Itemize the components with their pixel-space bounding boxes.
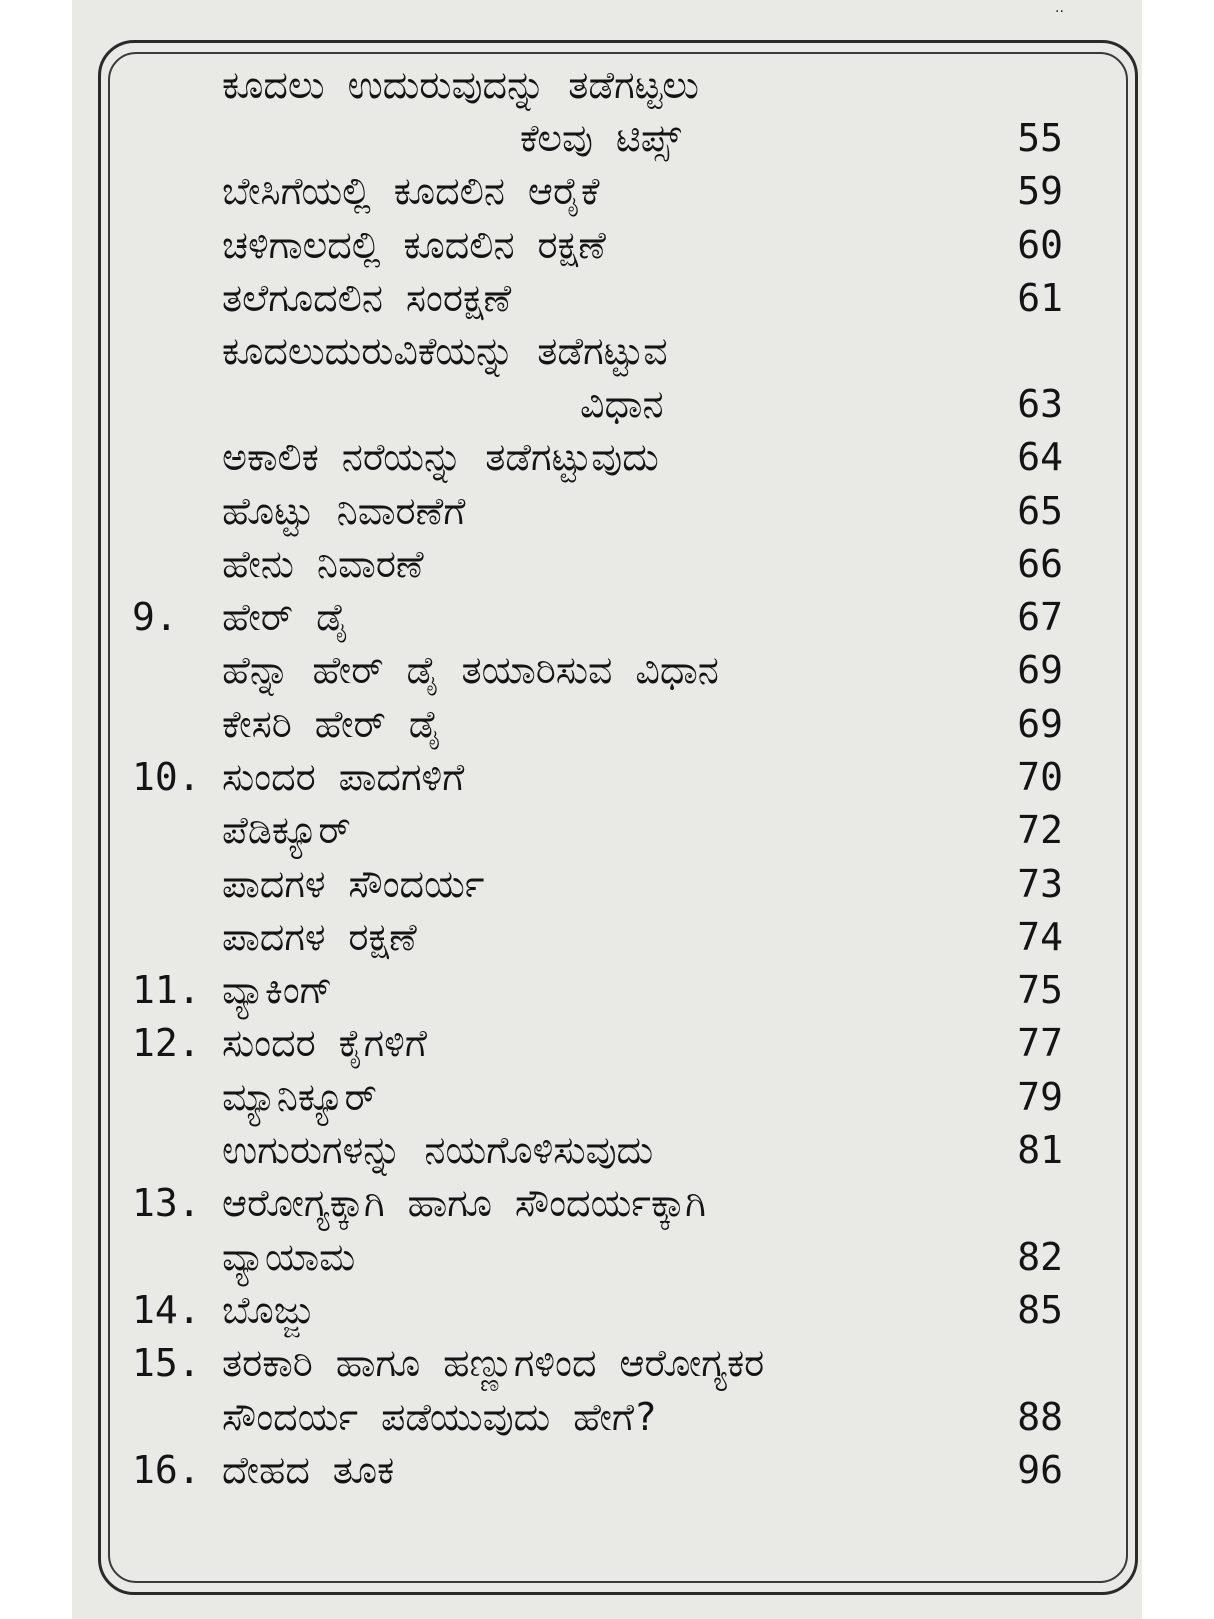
toc-entry: [0, 115, 1214, 161]
toc-entry-title: ಮ್ಯಾನಿಕ್ಯೂರ್: [222, 1075, 377, 1119]
toc-entry: [0, 1234, 1214, 1280]
top-edge-mark: ..: [1055, 0, 1064, 16]
toc-entry-title: ತಲೆಗೂದಲಿನ ಸಂರಕ್ಷಣೆ: [222, 276, 512, 320]
toc-entry-title: ಹೊಟ್ಟು ನಿವಾರಣೆಗೆ: [222, 489, 466, 533]
toc-entry-number: 12.: [132, 1021, 201, 1065]
toc-entry: [0, 275, 1214, 321]
toc-entry-number: 10.: [132, 755, 201, 799]
toc-entry-page-number: 81: [1017, 1128, 1063, 1172]
toc-entry-page-number: 74: [1017, 915, 1063, 959]
toc-entry-page-number: 55: [1017, 116, 1063, 160]
toc-entry-page-number: 69: [1017, 702, 1063, 746]
toc-entry-page-number: 59: [1017, 169, 1063, 213]
toc-entry-title: ಪಾದಗಳ ಸೌಂದರ್ಯ: [222, 862, 485, 906]
toc-entry-title: ಪಾದಗಳ ರಕ್ಷಣೆ: [222, 915, 417, 959]
toc-entry-title: ಕೂದಲುದುರುವಿಕೆಯನ್ನು ತಡೆಗಟ್ಟುವ: [222, 329, 668, 373]
toc-entry-title: ಕೇಸರಿ ಹೇರ್ ಡೈ: [222, 702, 441, 746]
toc-entry-page-number: 85: [1017, 1288, 1063, 1332]
toc-entry-title: ಸೌಂದರ್ಯ ಪಡೆಯುವುದು ಹೇಗೆ?: [222, 1395, 657, 1439]
toc-entry-page-number: 70: [1017, 755, 1063, 799]
toc-entry-number: 16.: [132, 1448, 201, 1492]
toc-entry-title: ಬೊಜ್ಜು: [222, 1288, 314, 1332]
toc-entry-title: ವ್ಯಾಕಿಂಗ್: [222, 968, 333, 1012]
toc-entry-page-number: 65: [1017, 489, 1063, 533]
toc-entry-page-number: 64: [1017, 435, 1063, 479]
toc-entry: [0, 1340, 1214, 1386]
toc-entry: [0, 754, 1214, 800]
toc-entry: [0, 967, 1214, 1013]
toc-entry-page-number: 77: [1017, 1021, 1063, 1065]
toc-entry-page-number: 67: [1017, 595, 1063, 639]
toc-entry-title: ಚಳಿಗಾಲದಲ್ಲಿ ಕೂದಲಿನ ರಕ್ಷಣೆ: [222, 223, 606, 267]
toc-entry-title: ಹೇರ್ ಡೈ: [222, 595, 349, 639]
toc-entry: [0, 647, 1214, 693]
toc-entry-title: ಉಗುರುಗಳನ್ನು ನಯಗೊಳಿಸುವುದು: [222, 1128, 654, 1172]
toc-entry: [0, 381, 1214, 427]
toc-entry-page-number: 66: [1017, 542, 1063, 586]
toc-entry: [0, 168, 1214, 214]
toc-entry: [0, 1287, 1214, 1333]
toc-entry: [0, 1447, 1214, 1493]
toc-entry: [0, 328, 1214, 374]
toc-entry: [0, 861, 1214, 907]
toc-entry: [0, 701, 1214, 747]
toc-entry-title: ಸುಂದರ ಪಾದಗಳಿಗೆ: [222, 755, 465, 799]
toc-entry-title: ಬೇಸಿಗೆಯಲ್ಲಿ ಕೂದಲಿನ ಆರೈಕೆ: [222, 169, 600, 213]
toc-entry-page-number: 79: [1017, 1075, 1063, 1119]
toc-entry-page-number: 73: [1017, 862, 1063, 906]
toc-entry-title: ಆರೋಗ್ಯಕ್ಕಾಗಿ ಹಾಗೂ ಸೌಂದರ್ಯಕ್ಕಾಗಿ: [222, 1181, 706, 1225]
toc-entry-title: ಪೆಡಿಕ್ಯೂರ್: [222, 808, 351, 852]
toc-entry-page-number: 72: [1017, 808, 1063, 852]
toc-entry: [0, 222, 1214, 268]
toc-entry-title: ತರಕಾರಿ ಹಾಗೂ ಹಣ್ಣುಗಳಿಂದ ಆರೋಗ್ಯಕರ: [222, 1341, 765, 1385]
toc-entry: [0, 1180, 1214, 1226]
toc-entry-number: 14.: [132, 1288, 201, 1332]
toc-entry: [0, 1394, 1214, 1440]
toc-entry: [0, 488, 1214, 534]
toc-entry-title: ವಿಧಾನ: [580, 382, 664, 426]
toc-entry-title: ಹೇನು ನಿವಾರಣೆ: [222, 542, 424, 586]
toc-entry-page-number: 88: [1017, 1395, 1063, 1439]
toc-entry: [0, 914, 1214, 960]
toc-entry-title: ಅಕಾಲಿಕ ನರೆಯನ್ನು ತಡೆಗಟ್ಟುವುದು: [222, 435, 659, 479]
toc-entry-page-number: 63: [1017, 382, 1063, 426]
toc-entry-page-number: 60: [1017, 223, 1063, 267]
toc-entry: [0, 434, 1214, 480]
toc-entry: [0, 594, 1214, 640]
toc-entry-title: ದೇಹದ ತೂಕ: [222, 1448, 395, 1492]
toc-entry-page-number: 96: [1017, 1448, 1063, 1492]
toc-entry-page-number: 82: [1017, 1235, 1063, 1279]
toc-entry-number: 15.: [132, 1341, 201, 1385]
toc-entry: [0, 1020, 1214, 1066]
toc-entry-number: 11.: [132, 968, 201, 1012]
toc-entry-page-number: 61: [1017, 276, 1063, 320]
toc-entry: [0, 541, 1214, 587]
toc-entry-number: 9.: [132, 595, 178, 639]
toc-entry-page-number: 69: [1017, 648, 1063, 692]
toc-entry-number: 13.: [132, 1181, 201, 1225]
toc-entry-title: ಕೆಲವು ಟಿಪ್ಸ್: [520, 116, 682, 160]
toc-entry: [0, 807, 1214, 853]
toc-entry: [0, 62, 1214, 108]
toc-entry-title: ಕೂದಲು ಉದುರುವುದನ್ನು ತಡೆಗಟ್ಟಲು: [222, 63, 699, 107]
toc-entry: [0, 1074, 1214, 1120]
toc-entry: [0, 1127, 1214, 1173]
toc-entry-page-number: 75: [1017, 968, 1063, 1012]
toc-entry-title: ವ್ಯಾಯಾಮ: [222, 1235, 356, 1279]
toc-entry-title: ಹೆನ್ನಾ ಹೇರ್ ಡೈ ತಯಾರಿಸುವ ವಿಧಾನ: [222, 648, 719, 692]
toc-entry-title: ಸುಂದರ ಕೈಗಳಿಗೆ: [222, 1021, 427, 1065]
